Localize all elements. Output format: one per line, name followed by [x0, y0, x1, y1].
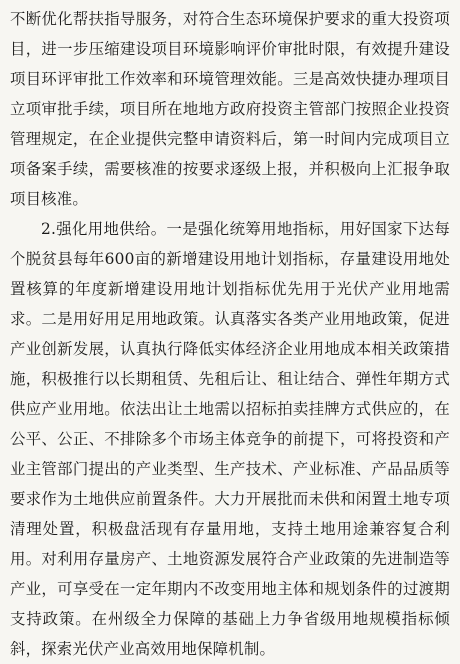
paragraph-land-supply: 2.强化用地供给。一是强化统筹用地指标，用好国家下达每个脱贫县每年600亩的新增建设用地计划指标，存量建设用地处置核算的年度新增建设用地计划指标优先用于光伏产业用地需求。二是用好用足用地政策。认真落实各类产业用地政策，促进产业创新发展，认真执行降低实体经济企业用地成本相关政策措施，积极推行以长期租赁、先租后让、租让结合、弹性年期方式供应产业用地。依法出让土地需以招标拍卖挂牌方式供应的，在公平、公正、不排除多个市场主体竞争的前提下，可将投资和产业主管部门提出的产业类型、生产技术、产业标准、产品品质等要求作为土地供应前置条件。大力开展批而未供和闲置土地专项清理处置，积极盘活现有存量用地，支持土地用途兼容复合利用。对利用存量房产、土地资源发展符合产业政策的先进制造等产业，可享受在一定年期内不改变用地主体和规划条件的过渡期支持政策。在州级全力保障的基础上力争省级用地规模指标倾斜，探索光伏产业高效用地保障机制。 [10, 220, 450, 658]
paragraph-project-approval: 不断优化帮扶指导服务，对符合生态环境保护要求的重大投资项目，进一步压缩建设项目环境影响评价审批时限，有效提升建设项目环评审批工作效率和环境管理效能。三是高效快捷办理项目立项审批手续，项目所在地地方政府投资主管部门按照企业投资管理规定，在企业提供完整申请资料后，第一时间内完成项目立项备案手续，需要核准的按要求逐级上报，并积极向上汇报争取项目核准。 [10, 10, 450, 208]
